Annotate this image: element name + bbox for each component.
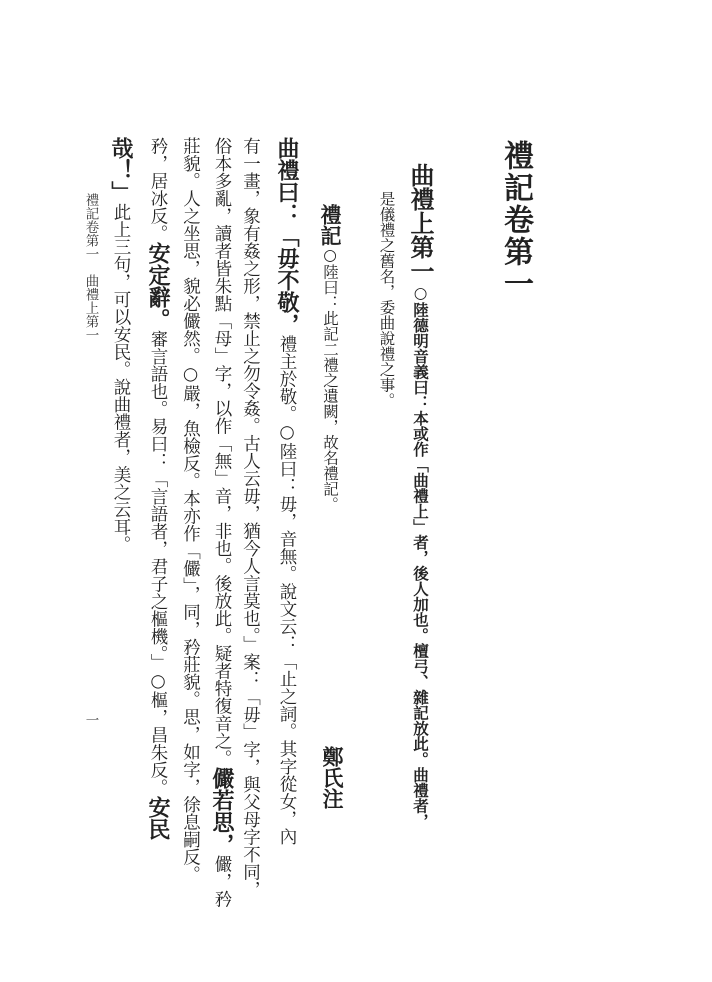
record-note: ○陸曰：此記二禮之遺闕，故名禮記。 (321, 246, 339, 512)
running-head: 禮記卷第一 曲禮上第一 (82, 193, 99, 342)
record-title-line (320, 204, 341, 512)
main-text-segment: 儼若思， (209, 767, 235, 855)
main-text-segment: 哉！」 (108, 137, 134, 203)
commentary-segment: 俗本多亂，讀者皆朱點「母」字，以作「無」音，非也。後放此。疑者特復音之。 (212, 137, 232, 767)
book-title: 禮記卷第一 (498, 140, 533, 300)
text-column (211, 137, 233, 908)
text-column (147, 137, 169, 840)
commentary-segment: 矜，居冰反。 (148, 137, 168, 242)
author-credit: 鄭氏注 (320, 746, 345, 809)
commentary-segment: 此上三句，可以安民。說曲禮者，美之云耳。 (111, 203, 131, 553)
page-number: 一 (82, 713, 99, 727)
main-text-segment: 安民 (145, 796, 171, 841)
text-column (181, 137, 199, 883)
commentary-segment: 莊貌。人之坐思，貌必儼然。○嚴，魚檢反。本亦作「儼」，同，矜莊貌。思，如字，徐息嗣反。 (180, 137, 201, 884)
chapter-note: ○陸德明音義曰：本或作「曲禮上」者，後人加也。檀弓、雜記放此。曲禮者， (411, 283, 430, 829)
text-column (241, 137, 259, 898)
commentary-segment: 有一畫，象有姦之形，禁止之勿令姦。古人云毋，猶今人言莫也。」案：「毋」字，與父母字不同， (240, 137, 261, 899)
commentary-segment: 儼，矜 (212, 855, 232, 908)
main-text-segment: 曲禮曰：「毋不敬， (274, 137, 300, 335)
chapter-title: 曲禮上第一 (406, 163, 435, 283)
text-column (276, 137, 298, 845)
chapter-note-continued: 是儀禮之舊名，委曲說禮之事。 (377, 191, 396, 408)
commentary-segment: 審言語也。易曰：「言語者，君子之樞機。」○樞，昌朱反。 (148, 330, 168, 797)
record-label: 禮記 (318, 204, 343, 246)
main-text-segment: 安定辭。 (145, 242, 171, 330)
text-column (110, 137, 132, 553)
commentary-segment: 禮主於敬。○陸曰：毋，音無。說文云：「止之詞。其字從女，內 (277, 335, 297, 845)
chapter-title-line (406, 163, 435, 829)
